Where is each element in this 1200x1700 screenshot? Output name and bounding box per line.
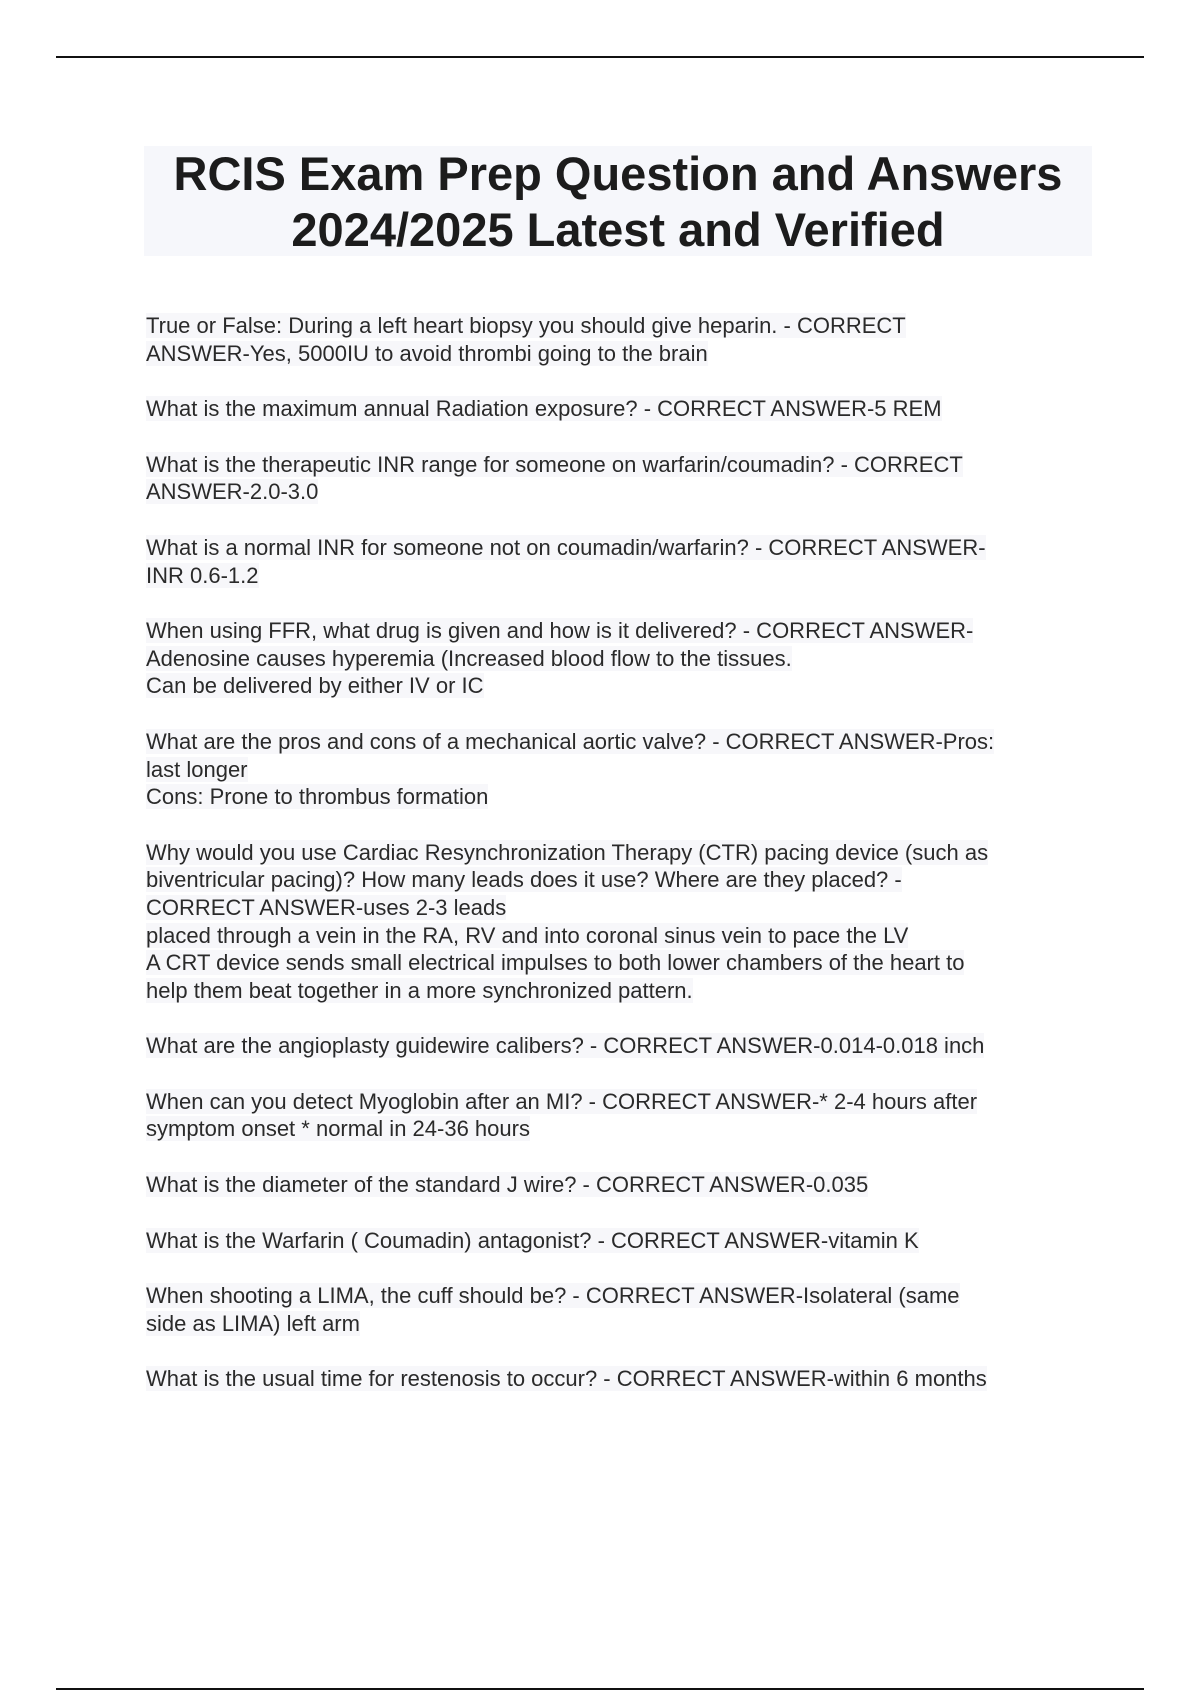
qa-line-text: side as LIMA) left arm [146,1310,360,1336]
bottom-rule [56,1688,1144,1690]
qa-line-text: When can you detect Myoglobin after an MI? - CORRECT ANSWER-* 2-4 hours after [146,1088,978,1114]
qa-line [146,1115,1091,1143]
qa-line [146,1171,1091,1199]
qa-item [146,534,1091,589]
qa-line [146,922,1091,950]
qa-line [146,672,1091,700]
qa-line-text: When shooting a LIMA, the cuff should be? - CORRECT ANSWER-Isolateral (same [146,1283,960,1309]
qa-line-text: Adenosine causes hyperemia (Increased blood flow to the tissues. [146,645,792,671]
qa-item [146,839,1091,1005]
qa-line-text: What is the maximum annual Radiation exposure? - CORRECT ANSWER-5 REM [146,396,942,422]
qa-line [146,1310,1091,1338]
qa-line-text: last longer [146,756,248,782]
qa-line-text: help them beat together in a more synchronized pattern. [146,977,693,1003]
qa-line [146,839,1091,867]
qa-line-text: Cons: Prone to thrombus formation [146,784,489,810]
qa-item [146,617,1091,700]
qa-line [146,312,1091,340]
qa-item [146,1282,1091,1337]
qa-line-text: biventricular pacing)? How many leads does it use? Where are they placed? - [146,867,902,893]
qa-item [146,395,1091,423]
qa-line [146,728,1091,756]
qa-line-text: True or False: During a left heart biopsy you should give heparin. - CORRECT [146,313,906,338]
qa-item [146,728,1091,811]
qa-line-text: A CRT device sends small electrical impulses to both lower chambers of the heart to [146,950,965,976]
qa-line-text: When using FFR, what drug is given and how is it delivered? - CORRECT ANSWER- [146,618,974,644]
qa-item [146,1365,1091,1393]
qa-line-text: What is the Warfarin ( Coumadin) antagonist? - CORRECT ANSWER-vitamin K [146,1227,919,1253]
qa-line [146,617,1091,645]
title-line-1: RCIS Exam Prep Question and Answers [173,147,1063,200]
qa-line [146,1032,1091,1060]
qa-item [146,1088,1091,1143]
qa-line [146,783,1091,811]
top-rule [56,56,1144,58]
qa-line-text: What is the usual time for restenosis to occur? - CORRECT ANSWER-within 6 months [146,1366,987,1392]
qa-line [146,1282,1091,1310]
qa-list [146,312,1091,1421]
qa-item [146,1227,1091,1255]
qa-line [146,562,1091,590]
qa-line-text: ANSWER-Yes, 5000IU to avoid thrombi going to the brain [146,340,708,366]
qa-line-text: What is the diameter of the standard J wire? - CORRECT ANSWER-0.035 [146,1172,869,1198]
qa-line-text: CORRECT ANSWER-uses 2-3 leads [146,894,507,920]
qa-line-text: Can be delivered by either IV or IC [146,673,484,699]
qa-line-text: INR 0.6-1.2 [146,562,259,588]
qa-item [146,1032,1091,1060]
qa-line-text: What is the therapeutic INR range for someone on warfarin/coumadin? - CORRECT [146,451,963,477]
qa-line-text: What is a normal INR for someone not on coumadin/warfarin? - CORRECT ANSWER- [146,534,986,560]
qa-line [146,1365,1091,1393]
qa-line [146,1227,1091,1255]
qa-line-text: What are the pros and cons of a mechanical aortic valve? - CORRECT ANSWER-Pros: [146,728,995,754]
qa-line-text: Why would you use Cardiac Resynchronization Therapy (CTR) pacing device (such as [146,839,989,865]
qa-item [146,451,1091,506]
qa-line [146,977,1091,1005]
qa-line [146,340,1091,368]
qa-line-text: symptom onset * normal in 24-36 hours [146,1116,530,1142]
qa-line [146,949,1091,977]
qa-line-text: placed through a vein in the RA, RV and into coronal sinus vein to pace the LV [146,922,909,948]
qa-line [146,645,1091,673]
qa-line [146,1088,1091,1116]
qa-line [146,534,1091,562]
qa-line-text: What are the angioplasty guidewire calibers? - CORRECT ANSWER-0.014-0.018 inch [146,1033,985,1059]
qa-item [146,312,1091,367]
title-line-2: 2024/2025 Latest and Verified [291,203,945,256]
qa-line [146,894,1091,922]
qa-line [146,756,1091,784]
qa-line [146,866,1091,894]
qa-line-text: ANSWER-2.0-3.0 [146,479,319,505]
qa-item [146,1171,1091,1199]
qa-line [146,395,1091,423]
qa-line [146,478,1091,506]
document-title [144,146,1092,256]
qa-line [146,451,1091,479]
